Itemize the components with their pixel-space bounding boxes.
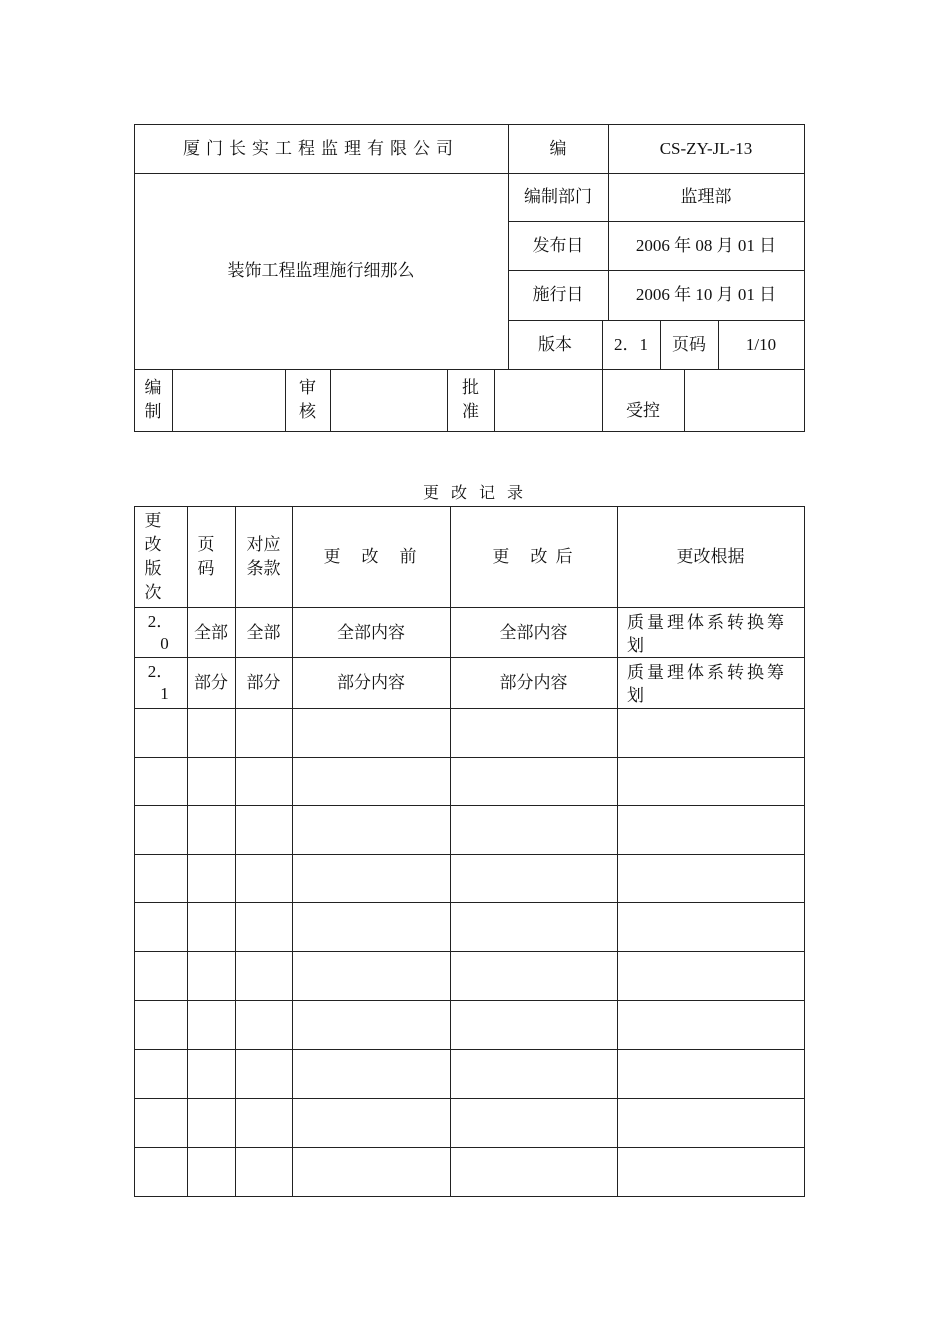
basis-line-2: 划	[627, 686, 647, 705]
compiled-signature[interactable]	[172, 369, 285, 431]
approve-label-1: 批	[462, 378, 479, 397]
basis-line-2: 划	[627, 636, 647, 655]
controlled-label: 受控	[626, 401, 660, 420]
revision-part-2: 0	[160, 633, 169, 653]
publish-date-label: 发布日	[532, 235, 584, 255]
table-row-empty	[134, 1049, 805, 1098]
header-revision-1: 更	[144, 511, 162, 530]
approve-label-2: 准	[462, 402, 479, 421]
dept-value: 监理部	[680, 187, 732, 206]
table-row-empty	[134, 1000, 805, 1049]
change-log-title: 更 改 记 录	[422, 485, 527, 502]
publish-date-value: 2006 年 08 月 01 日	[635, 235, 777, 255]
table-row-empty	[134, 951, 805, 1000]
approve-label	[447, 369, 494, 431]
header-clause-2: 条款	[246, 559, 281, 578]
table-row-empty	[134, 902, 805, 951]
header-revision	[134, 507, 172, 607]
header-after: 更 改 后	[492, 547, 575, 566]
header-revision-2: 改	[144, 535, 162, 554]
page-label: 页码	[672, 334, 706, 354]
table-row-2-before: 部分内容	[337, 673, 405, 692]
effective-date-label: 施行日	[532, 285, 584, 304]
header-revision-3: 版	[144, 559, 162, 578]
header-clause-1: 对应	[246, 535, 281, 554]
table-row-empty	[134, 708, 805, 757]
effective-date-value: 2006 年 10 月 01 日	[635, 285, 777, 304]
table-row-2-page: 部分	[194, 673, 228, 692]
basis-line-1: 质量理体系转换筹	[627, 663, 787, 682]
compiled-label-2: 制	[144, 402, 162, 421]
table-row-2-basis	[617, 658, 804, 708]
table-row-2-after: 部分内容	[499, 673, 568, 692]
version-label: 版本	[538, 334, 572, 354]
company-name: 厦门长实工程监理有限公司	[183, 138, 459, 158]
review-label-1: 审	[299, 378, 316, 397]
compiled-label-1: 编	[144, 378, 162, 397]
controlled-value[interactable]	[684, 369, 804, 431]
compiled-label	[134, 369, 172, 431]
review-label	[285, 369, 330, 431]
table-row-empty	[134, 854, 805, 902]
approve-signature[interactable]	[494, 369, 602, 431]
header-before: 更 改 前	[323, 547, 419, 566]
version-value: 2．1	[614, 334, 648, 354]
review-label-2: 核	[299, 402, 316, 421]
header-page-1: 页	[197, 535, 215, 554]
table-row-2-clause: 部分	[246, 673, 281, 692]
page-value: 1/10	[745, 334, 777, 354]
table-row-empty	[134, 757, 805, 805]
header-page-2: 码	[197, 559, 215, 578]
header-page	[187, 507, 225, 607]
review-signature[interactable]	[330, 369, 447, 431]
basis-line-1: 质量理体系转换筹	[627, 613, 787, 632]
table-row-1-before: 全部内容	[337, 622, 405, 642]
table-row-empty	[134, 1147, 805, 1196]
header-clause	[235, 507, 292, 607]
table-row-2-revision	[134, 658, 187, 708]
dept-label: 编制部门	[524, 187, 592, 206]
document-title: 装饰工程监理施行细那么	[227, 261, 415, 280]
header-basis: 更改根据	[676, 547, 745, 566]
table-row-1-basis	[617, 608, 804, 657]
table-row-empty	[134, 1098, 805, 1147]
code-label: 编	[549, 138, 567, 158]
revision-part-2: 1	[160, 684, 169, 703]
header-revision-4: 次	[144, 583, 162, 602]
revision-part-1: 2．	[147, 611, 174, 631]
table-row-1-after: 全部内容	[499, 622, 568, 642]
table-row-1-revision	[134, 608, 187, 657]
code-value: CS-ZY-JL-13	[659, 138, 753, 158]
table-row-empty	[134, 805, 805, 854]
table-row-1-clause: 全部	[246, 622, 281, 642]
table-row-1-page: 全部	[194, 622, 228, 642]
revision-part-1: 2．	[147, 662, 174, 681]
